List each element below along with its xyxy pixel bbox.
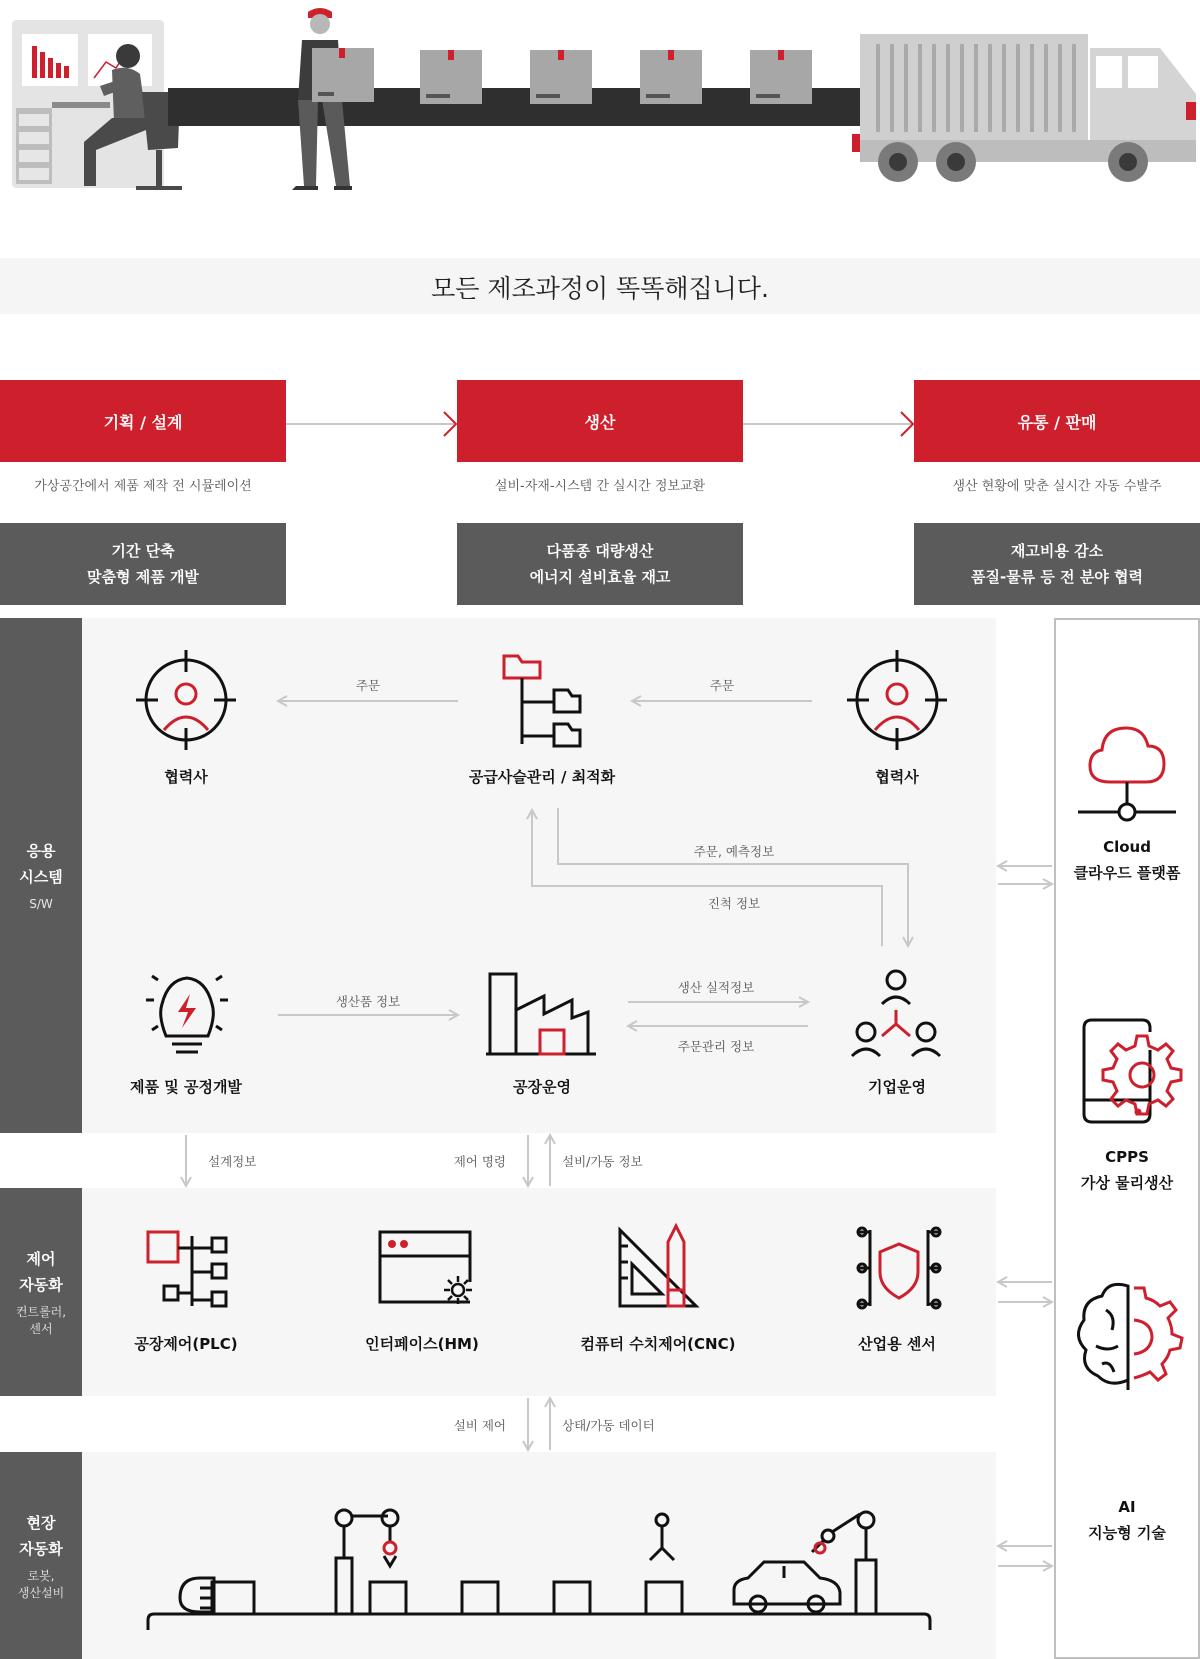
sensor-circuit-icon [858,1228,940,1308]
band-control-title1: 제어 [26,1250,56,1268]
flow-progress: 진척 정보 [707,896,761,911]
stage-production-label: 생산 [584,412,616,432]
robot-arm-gripper-icon [384,1542,396,1554]
arrow-enterprise-to-scm [532,810,882,946]
band-field-title1: 현장 [26,1513,56,1532]
flow-design-info: 설계정보 [208,1154,257,1169]
benefit-distribution-line1: 재고비용 감소 [1010,542,1104,560]
flow-order-left: 주문 [355,678,381,693]
tech-cpps-label1: CPPS [1105,1148,1149,1166]
node-sensor: 산업용 센서 [858,1335,936,1353]
supply-chain-tree-icon [504,656,580,746]
stage-production-desc: 설비-자재-시스템 간 실시간 정보교환 [494,479,706,494]
band-application-title1: 응용 [26,842,56,860]
cpps-gear-icon [1103,1036,1181,1114]
ai-brain-icon [1078,1284,1128,1390]
enterprise-branch-icon [882,1010,910,1036]
benefit-production-line2: 에너지 설비효율 재고 [529,568,671,586]
node-cnc: 컴퓨터 수치제어(CNC) [580,1335,736,1353]
stage-distribution-label: 유통 / 판매 [1017,412,1097,432]
stage-planning-label: 기획 / 설계 [103,412,183,432]
flow-order-right: 주문 [709,678,735,693]
node-factory-ops: 공장운영 [513,1078,571,1096]
factory-door-icon [540,1030,564,1054]
tagline: 모든 제조과정이 똑똑해집니다. [431,274,769,303]
partner-person-icon-right [875,684,919,730]
ai-gear-icon [1134,1288,1182,1380]
partner-person-icon-left [164,684,208,730]
cloud-icon [1078,728,1176,820]
partner-target-icon-left [136,650,236,750]
band-field-sub1: 로봇, [27,1568,55,1583]
flow-product-info: 생산품 정보 [335,994,401,1009]
tech-cloud-label1: Cloud [1103,838,1151,856]
flow-arrows [186,701,1052,1566]
hmi-gear-icon [444,1276,472,1304]
shield-icon [880,1244,918,1298]
lightbulb-icon [146,976,228,1052]
picker-arm-icon [650,1514,674,1560]
band-field-sub2: 생산설비 [17,1585,65,1600]
band-control-sub2: 센서 [29,1322,53,1336]
flow-status-data: 상태/가동 데이터 [562,1418,655,1433]
benefit-distribution-line2: 품질-물류 등 전 분야 협력 [970,568,1143,586]
node-partner-left: 협력사 [164,768,208,786]
car-icon [734,1562,840,1612]
flow-production-result: 생산 실적정보 [677,980,755,995]
flow-equip-info: 설비/가동 정보 [562,1154,643,1169]
stage-planning-desc: 가상공간에서 제품 제작 전 시뮬레이션 [34,479,252,494]
tech-cloud-label2: 클라우드 플랫폼 [1073,864,1181,882]
plc-tree-icon [148,1232,226,1306]
tech-ai-label2: 지능형 기술 [1088,1524,1166,1542]
flow-order-mgmt: 주문관리 정보 [677,1039,755,1054]
benefit-planning-line1: 기간 단축 [111,542,175,560]
node-enterprise-ops: 기업운영 [868,1078,926,1096]
benefit-planning-line2: 맞춤형 제품 개발 [87,568,199,586]
flow-control-cmd: 제어 명령 [453,1154,506,1169]
node-scm: 공급사슬관리 / 최적화 [468,768,616,786]
band-application-sub: S/W [29,897,53,911]
band-field-title2: 자동화 [19,1539,63,1558]
band-control-title2: 자동화 [19,1276,63,1294]
lightning-bolt-icon [178,994,196,1028]
tech-cpps-label2: 가상 물리생산 [1080,1174,1174,1192]
flow-order-forecast: 주문, 예측정보 [693,844,775,859]
node-plc: 공장제어(PLC) [134,1335,238,1353]
node-partner-right: 협력사 [875,768,919,786]
band-control-sub1: 컨트롤러, [15,1305,67,1319]
node-hmi: 인터페이스(HM) [365,1335,479,1353]
benefit-production-line1: 다품종 대량생산 [546,542,654,560]
partner-target-icon-right [847,650,947,750]
tech-ai-label1: AI [1118,1498,1136,1516]
band-application-title2: 시스템 [19,868,63,886]
node-product-dev: 제품 및 공정개발 [130,1078,242,1096]
arrow-scm-to-enterprise [558,808,908,946]
flow-equip-control: 설비 제어 [453,1418,506,1433]
robot-arm-tool-icon [815,1543,825,1553]
stage-distribution-desc: 생산 현황에 맞춘 실시간 자동 수발주 [952,479,1162,494]
cnc-pencil-icon [668,1226,684,1306]
